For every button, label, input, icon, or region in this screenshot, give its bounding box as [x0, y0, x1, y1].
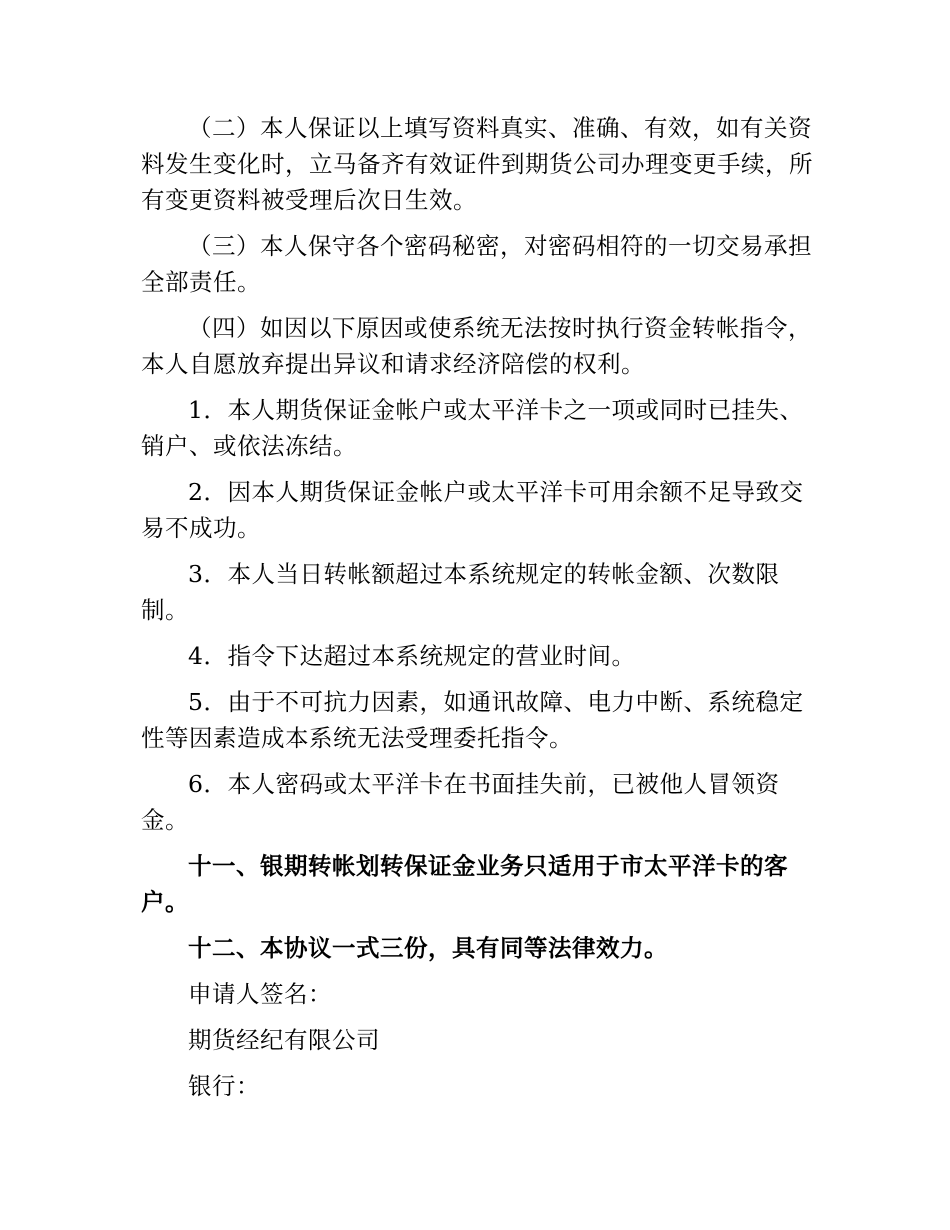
document-body: [141, 110, 821, 1114]
list-item-1: 1．本人期货保证金帐户或太平洋卡之一项或同时已挂失、销户、或依法冻结。: [141, 396, 804, 460]
paragraph-3: （三）本人保守各个密码秘密，对密码相符的一切交易承担全部责任。: [141, 232, 812, 296]
paragraph-2: （二）本人保证以上填写资料真实、准确、有效，如有关资料发生变化时，立马备齐有效证件到期货公司办理变更手续，所有变更资料被受理后次日生效。: [141, 114, 813, 214]
list-item-4: 4．指令下达超过本系统规定的营业时间。: [188, 642, 636, 670]
list-item-5: 5．由于不可抗力因素，如通讯故障、电力中断、系统稳定性等因素造成本系统无法受理委托指令。: [141, 688, 804, 752]
signature-company: 期货经纪有限公司: [188, 1026, 380, 1054]
list-item-6: 6．本人密码或太平洋卡在书面挂失前，已被他人冒领资金。: [141, 770, 780, 834]
signature-applicant: 申请人签名：: [188, 980, 332, 1008]
clause-11: 十一、银期转帐划转保证金业务只适用于市太平洋卡的客户。: [141, 852, 788, 916]
clause-12: 十二、本协议一式三份，具有同等法律效力。: [188, 934, 668, 962]
list-item-3: 3．本人当日转帐额超过本系统规定的转帐金额、次数限制。: [141, 560, 780, 624]
signature-bank: 银行：: [188, 1072, 260, 1100]
list-item-2: 2．因本人期货保证金帐户或太平洋卡可用余额不足导致交易不成功。: [141, 478, 804, 542]
paragraph-4: （四）如因以下原因或使系统无法按时执行资金转帐指令，本人自愿放弃提出异议和请求经济陪偿的权利。: [141, 314, 812, 378]
